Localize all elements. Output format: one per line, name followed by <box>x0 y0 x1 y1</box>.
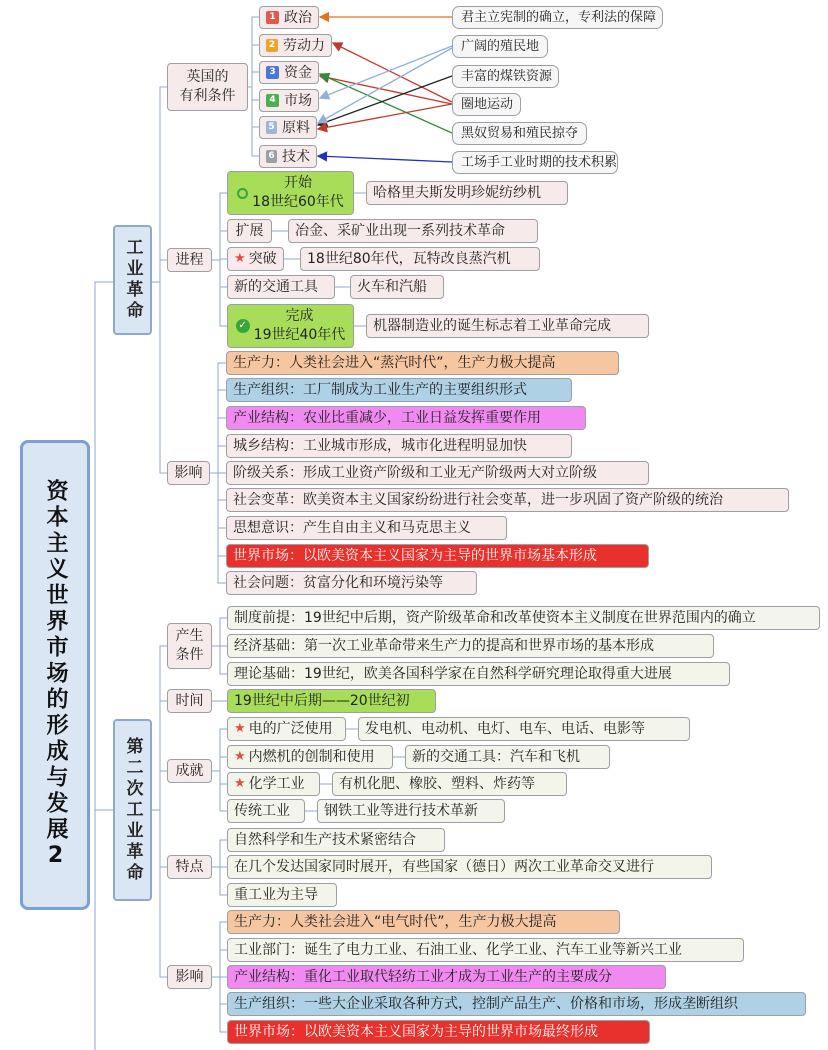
achievement-electricity-desc[interactable]: 发电机、电动机、电灯、电车、电话、电影等 <box>358 717 690 741</box>
second-features-node[interactable]: 特点 <box>167 855 212 879</box>
second-industrial-revolution-topic[interactable]: 第二次工业革命 <box>113 719 152 901</box>
number-4-icon: 4 <box>266 94 279 107</box>
start-time: 18世纪60年代 <box>252 194 344 210</box>
note-coal-iron[interactable]: 丰富的煤铁资源 <box>452 65 559 88</box>
achievement-combustion-desc[interactable]: 新的交通工具：汽车和飞机 <box>405 745 610 769</box>
note-workshop-tech[interactable]: 工场手工业时期的技术积累 <box>452 151 618 174</box>
ir-process-node[interactable]: 进程 <box>167 248 212 272</box>
second-impact-productivity[interactable]: 生产力：人类社会进入“电气时代”，生产力极大提高 <box>227 910 620 934</box>
achievement-traditional-desc[interactable]: 钢铁工业等进行技术革新 <box>317 799 505 823</box>
number-6-icon: 6 <box>266 150 277 163</box>
condition-label: 劳动力 <box>283 37 325 54</box>
ir-impact-social-problems[interactable]: 社会问题：贫富分化和环境污染等 <box>226 571 477 595</box>
achievement-name: 电的广泛使用 <box>248 721 333 737</box>
break-label: 突破 <box>248 251 277 267</box>
note-slave-trade[interactable]: 黑奴贸易和殖民掠夺 <box>452 122 587 145</box>
ir-impact-productivity[interactable]: 生产力：人类社会进入“蒸汽时代”，生产力极大提高 <box>226 351 619 375</box>
condition-politics[interactable] <box>259 6 319 29</box>
achievement-chemical[interactable] <box>227 772 320 796</box>
ir-impact-world-market[interactable]: 世界市场：以欧美资本主义国家为主导的世界市场基本形成 <box>226 544 649 568</box>
start-title: 开始 <box>283 175 312 191</box>
condition-institution[interactable]: 制度前提：19世纪中后期，资产阶级革命和改革使资本主义制度在世界范围内的确立 <box>227 606 820 630</box>
process-break-node[interactable] <box>227 247 284 271</box>
condition-economy[interactable]: 经济基础：第一次工业革命带来生产力的提高和世界市场的基本形成 <box>227 634 714 658</box>
root-topic[interactable]: 资本主义世界市场的形成与发展2 <box>20 440 90 910</box>
star-icon: ★ <box>234 776 246 791</box>
condition-label: 市场 <box>284 92 312 109</box>
second-conditions-label-1: 产生 <box>175 628 204 644</box>
condition-labor[interactable] <box>259 34 332 57</box>
note-enclosure[interactable]: 圈地运动 <box>452 93 521 116</box>
process-finish-node[interactable] <box>227 304 354 348</box>
note-constitutional-monarchy[interactable]: 君主立宪制的确立，专利法的保障 <box>452 6 663 29</box>
condition-theory[interactable]: 理论基础：19世纪，欧美各国科学家在自然科学研究理论取得重大进展 <box>227 662 730 686</box>
achievement-name: 化学工业 <box>248 776 305 792</box>
clock-icon <box>237 188 248 199</box>
ir-conditions-label-2: 有利条件 <box>179 88 236 104</box>
process-break-desc[interactable]: 18世纪80年代，瓦特改良蒸汽机 <box>300 247 540 271</box>
condition-label: 政治 <box>284 9 312 26</box>
ir-impact-urban-rural[interactable]: 城乡结构：工业城市形成，城市化进程明显加快 <box>226 434 572 458</box>
second-achievements-node[interactable]: 成就 <box>167 759 212 783</box>
condition-label: 原料 <box>282 119 310 136</box>
achievement-name: 内燃机的创制和使用 <box>248 749 375 765</box>
feature-heavy-industry[interactable]: 重工业为主导 <box>227 883 337 907</box>
star-icon: ★ <box>234 721 246 736</box>
note-colonies[interactable]: 广阔的殖民地 <box>452 35 548 58</box>
feature-science-tech[interactable]: 自然科学和生产技术紧密结合 <box>227 828 445 852</box>
check-icon: ✓ <box>236 319 250 333</box>
achievement-electricity[interactable] <box>227 717 346 741</box>
achievement-combustion[interactable] <box>227 745 393 769</box>
condition-label: 资金 <box>284 64 312 81</box>
ir-impact-ideology[interactable]: 思想意识：产生自由主义和马克思主义 <box>226 516 507 540</box>
number-5-icon: 5 <box>266 121 277 134</box>
ir-conditions-label-1: 英国的 <box>186 69 229 85</box>
industrial-revolution-topic[interactable]: 工业革命 <box>113 225 152 335</box>
process-transport-node[interactable]: 新的交通工具 <box>227 275 335 299</box>
process-start-node[interactable] <box>227 171 354 215</box>
condition-label: 技术 <box>282 148 310 165</box>
finish-title: 完成 <box>285 308 314 324</box>
second-conditions-label-2: 条件 <box>175 647 204 663</box>
process-transport-desc[interactable]: 火车和汽船 <box>350 275 444 299</box>
condition-market[interactable] <box>259 89 319 112</box>
process-finish-desc[interactable]: 机器制造业的诞生标志着工业革命完成 <box>366 314 649 338</box>
second-time-node[interactable]: 时间 <box>167 689 212 713</box>
achievement-traditional[interactable]: 传统工业 <box>227 799 305 823</box>
second-impact-node[interactable]: 影响 <box>167 965 212 989</box>
condition-raw-materials[interactable] <box>259 116 317 139</box>
star-icon: ★ <box>234 251 246 266</box>
process-expand-desc[interactable]: 冶金、采矿业出现一系列技术革命 <box>288 219 538 243</box>
second-impact-industry-structure[interactable]: 产业结构：重化工业取代轻纺工业才成为工业生产的主要成分 <box>227 965 666 989</box>
ir-conditions-node[interactable] <box>167 63 248 111</box>
star-icon: ★ <box>234 749 246 764</box>
ir-impact-node[interactable]: 影响 <box>167 461 210 485</box>
process-expand-node[interactable]: 扩展 <box>227 219 272 243</box>
second-impact-industry-sectors[interactable]: 工业部门：诞生了电力工业、石油工业、化学工业、汽车工业等新兴工业 <box>227 938 744 962</box>
second-impact-organization[interactable]: 生产组织：一些大企业采取各种方式，控制产品生产、价格和市场，形成垄断组织 <box>227 992 806 1016</box>
finish-time: 19世纪40年代 <box>253 327 346 343</box>
second-impact-world-market[interactable]: 世界市场：以欧美资本主义国家为主导的世界市场最终形成 <box>227 1020 650 1044</box>
achievement-chemical-desc[interactable]: 有机化肥、橡胶、塑料、炸药等 <box>332 772 567 796</box>
number-1-icon: 1 <box>266 11 279 24</box>
feature-simultaneous[interactable]: 在几个发达国家同时展开，有些国家（德日）两次工业革命交叉进行 <box>227 855 712 879</box>
ir-impact-industry-structure[interactable]: 产业结构：农业比重减少，工业日益发挥重要作用 <box>226 406 586 430</box>
number-3-icon: 3 <box>266 66 279 79</box>
second-time-value[interactable]: 19世纪中后期——20世纪初 <box>227 689 436 713</box>
condition-technology[interactable] <box>259 145 317 168</box>
process-start-desc[interactable]: 哈格里夫斯发明珍妮纺纱机 <box>366 181 568 205</box>
condition-capital[interactable] <box>259 61 319 84</box>
ir-impact-class[interactable]: 阶级关系：形成工业资产阶级和工业无产阶级两大对立阶级 <box>226 461 649 485</box>
ir-impact-organization[interactable]: 生产组织：工厂制成为工业生产的主要组织形式 <box>226 378 572 402</box>
second-conditions-node[interactable] <box>167 623 212 669</box>
ir-impact-social-reform[interactable]: 社会变革：欧美资本主义国家纷纷进行社会变革，进一步巩固了资产阶级的统治 <box>226 488 789 512</box>
number-2-icon: 2 <box>266 39 278 52</box>
